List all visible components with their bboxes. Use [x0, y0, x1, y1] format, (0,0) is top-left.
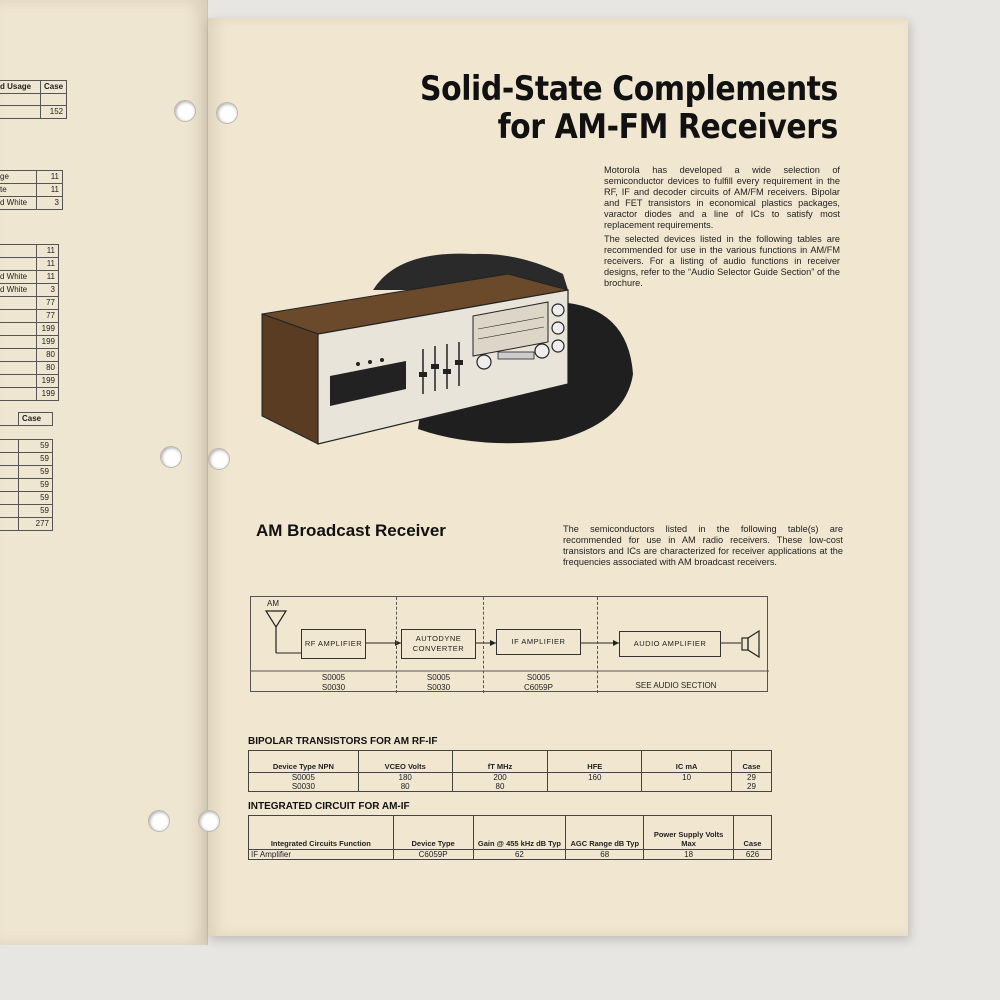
binder-hole: [174, 100, 196, 122]
table-row: 199: [0, 375, 59, 388]
table-header: Device Type NPN: [249, 751, 359, 773]
intro-text: [604, 165, 840, 292]
table-row: te 11: [0, 184, 63, 197]
table-header: AGC Range dB Typ: [566, 816, 644, 850]
table-header: fT MHz: [452, 751, 548, 773]
table-header: Case: [41, 81, 67, 94]
binder-hole: [160, 446, 182, 468]
speaker-icon: [741, 630, 763, 658]
table-header: Integrated Circuits Function: [249, 816, 394, 850]
if-devices: S0005 C6059P: [524, 673, 553, 692]
section-description: The semiconductors listed in the following table(s) are recommended for use in AM radio receivers. These low-cost transistors and ICs are characterized for receiver applications at the frequencies associated with AM broadcast receivers.: [563, 524, 843, 567]
integrated-circuit-table: [248, 815, 772, 860]
left-page: [0, 0, 208, 945]
table-header: Power Supply Volts Max: [644, 816, 734, 850]
table-row: 11: [0, 258, 59, 271]
right-page: [208, 18, 908, 936]
binder-hole: [198, 810, 220, 832]
table-row: 59: [0, 453, 53, 466]
table-header: HFE: [548, 751, 642, 773]
left-table-3: [0, 244, 59, 401]
binder-hole: [148, 810, 170, 832]
table-header: Case: [19, 413, 53, 426]
table-row: 80: [0, 362, 59, 375]
table-row: 77: [0, 297, 59, 310]
table-row: 59: [0, 479, 53, 492]
left-table-2: [0, 170, 63, 210]
table-row: 277: [0, 518, 53, 531]
table-row: 59: [0, 440, 53, 453]
binder-hole: [208, 448, 230, 470]
table-row: 199: [0, 323, 59, 336]
rf-devices: S0005 S0030: [321, 673, 346, 692]
table-header: d Usage: [0, 81, 41, 94]
stage-divider: [597, 597, 598, 693]
title-line-2: for AM-FM Receivers: [497, 107, 838, 147]
intro-paragraph-2: The selected devices listed in the following tables are recommended for use in the various functions in AM/FM receivers. For a listing of audio functions in receiver designs, refer to the “Audio Selector Guide Section” of the brochure.: [604, 234, 840, 288]
antenna-label: AM: [267, 599, 279, 608]
table-row: d White 3: [0, 197, 63, 210]
binder-hole: [216, 102, 238, 124]
table-header: Case: [733, 816, 771, 850]
bipolar-table-title: BIPOLAR TRANSISTORS FOR AM RF-IF: [248, 736, 438, 747]
rf-amplifier-block: RF AMPLIFIER: [301, 629, 366, 659]
audio-amplifier-block: AUDIO AMPLIFIER: [619, 631, 721, 657]
table-row: 59: [0, 466, 53, 479]
if-amplifier-block: IF AMPLIFIER: [496, 629, 581, 655]
table-header: Case: [731, 751, 771, 773]
autodyne-converter-block: AUTODYNE CONVERTER: [401, 629, 476, 659]
table-row: S0005 180 200 160 10 29: [249, 773, 772, 783]
table-row: S0030 80 80 29: [249, 782, 772, 792]
bipolar-transistor-table: [248, 750, 772, 792]
page-title: [420, 70, 838, 146]
table-row: 59: [0, 492, 53, 505]
title-line-1: Solid-State Complements: [420, 69, 838, 109]
receiver-illustration: [258, 244, 638, 452]
table-row: 59: [0, 505, 53, 518]
audio-devices: SEE AUDIO SECTION: [635, 681, 717, 690]
table-row: 11: [0, 245, 59, 258]
ic-table-title: INTEGRATED CIRCUIT FOR AM-IF: [248, 801, 410, 812]
table-row: 80: [0, 349, 59, 362]
block-diagram: [250, 596, 768, 692]
table-header: IC mA: [642, 751, 732, 773]
table-header: Device Type: [393, 816, 473, 850]
converter-devices: S0005 S0030: [426, 673, 451, 692]
table-row: ge 11: [0, 171, 63, 184]
table-row: IF Amplifier C6059P 62 68 18 626: [249, 850, 772, 860]
left-table-1: [0, 80, 67, 119]
table-header: Gain @ 455 kHz dB Typ: [473, 816, 566, 850]
table-row: 199: [0, 388, 59, 401]
table-row: d White 11: [0, 271, 59, 284]
table-cell: [0, 106, 41, 119]
table-row: 77: [0, 310, 59, 323]
left-table-4: [0, 412, 53, 531]
table-cell: 152: [41, 106, 67, 119]
table-row: 199: [0, 336, 59, 349]
stage-divider: [483, 597, 484, 693]
stage-divider: [396, 597, 397, 693]
table-row: d White 3: [0, 284, 59, 297]
section-title: AM Broadcast Receiver: [256, 521, 446, 540]
intro-paragraph-1: Motorola has developed a wide selection of semiconductor devices to fulfill every requirement in the RF, IF and decoder circuits of AM/FM receivers. Bipolar and FET transistors in economical plastics packages, varactor diodes and a line of ICs to satisfy most replacement requirements.: [604, 165, 840, 230]
table-cell: [0, 94, 41, 106]
table-header: VCEO Volts: [358, 751, 452, 773]
